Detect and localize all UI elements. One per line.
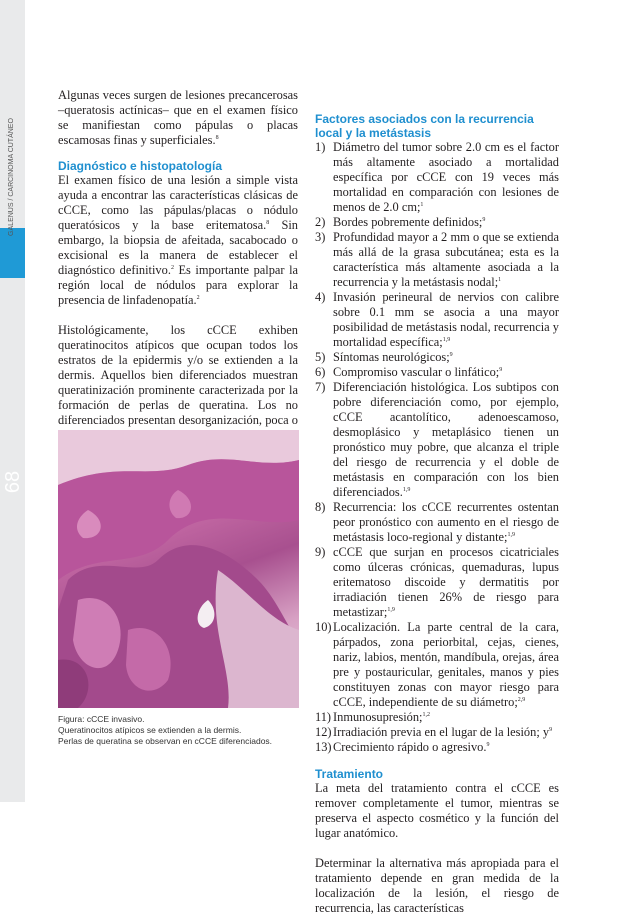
histology-paragraph: Histológicamente, los cCCE exhiben queratinocitos atípicos que ocupan todos los estratos de la epidermis y/o se extienden a la dermis. Aquellos bien diferenciados muestran queratinización prominente caracterizada por la formación de perlas de queratina. Los no diferenciados presentan desorganización, poca o [58, 323, 298, 427]
risk-factor-list [315, 140, 559, 755]
left-column [58, 88, 298, 458]
caption-line: Queratinocitos atípicos se extienden a la dermis. [58, 725, 242, 735]
list-item: 12) Irradiación previa en el lugar de la lesión; $y^9$ [315, 725, 553, 739]
list-item: 3) Profundidad mayor a 2 mm o que se extienda más allá de la grasa subcutánea; esta es la característica más altamente asociada a la recurrencia y la metástasis nodal;$^1$ [315, 230, 559, 289]
caption-line: Figura: cCCE invasivo. [58, 714, 145, 724]
figure-caption [58, 714, 318, 747]
list-item: 5) Síntomas neurológicos;$^9$ [315, 350, 453, 364]
list-item: 6) Compromiso vascular o linfático;$^9$ [315, 365, 503, 379]
treatment-paragraph-1: La meta del tratamiento contra el cCCE es remover completamente el tumor, mientras se preserva el aspecto cosmético y la función del lugar anatómico. [315, 781, 559, 840]
list-item: 11) Inmunosupresión;$^{1,2}$ [315, 710, 430, 724]
list-item: 13) Crecimiento rápido o agresivo.$^9$ [315, 740, 490, 754]
section-title-factores: Factores asociados con la recurrencia local y la metástasis [315, 112, 534, 140]
list-item: 10) Localización. La parte central de la cara, párpados, zona periorbital, cejas, cienes, nariz, labios, mentón, mandíbula, orejas, área pre y postauricular, genitales, manos y pies constituyen zonas con mayor riesgo para cCCE, independiente de su diámetro;$^{2,9}$ [315, 620, 559, 709]
list-item: 7) Diferenciación histológica. Los subtipos con pobre diferenciación como, por ejemplo, cCCE acantolítico, adenoescamoso, desmoplásico y metaplásico tienen un pronóstico muy pobre, que alcanza el triple del riesgo de recurrencia y el doble de metástasis en comparación con los bien diferenciados.$^{1,9}$ [315, 380, 559, 499]
histology-figure [58, 430, 299, 708]
histology-image [58, 430, 299, 708]
right-column [315, 112, 559, 916]
list-item: 8) Recurrencia: los cCCE recurrentes ostentan peor pronóstico con aumento en el riesgo de metástasis loco-regional y distante;$^{1,9}$ [315, 500, 559, 544]
treatment-paragraph-2: Determinar la alternativa más apropiada para el tratamiento depende en gran medida de la localización de la lesión, el riesgo de recurrencia, las características [315, 856, 559, 915]
diagnosis-paragraph: El examen físico de una lesión a simple vista ayuda a encontrar las características clásicas de cCCE, como las pápulas/placas o nódulo queratósicos y la base eritematosa.$^8$ Sin embargo, la biopsia de afeitada, sacabocado o excisional es la manera de establecer el diagnóstico definitivo.$^2$ Es importante palpar la región local de nódulos para explorar la presencia de linfadenopatía.$^2$ [58, 173, 299, 307]
intro-paragraph: Algunas veces surgen de lesiones precancerosas –queratosis actínicas– que en el examen físico se manifiestan como pápulas o placas escamosas finas y superficiales.$^8$ [58, 88, 298, 147]
section-title-diagnostico: Diagnóstico e histopatología [58, 159, 223, 173]
list-item: 1) Diámetro del tumor sobre 2.0 cm es el factor más altamente asociado a mortalidad específica por cCCE con 19 veces más mortalidad en comparación con lesiones de menos de 2.0 cm;$^1$ [315, 140, 559, 214]
section-title-tratamiento: Tratamiento [315, 767, 384, 781]
page-number: 68 [2, 470, 24, 494]
list-item: 4) Invasión perineural de nervios con calibre sobre 0.1 mm se asocia a una mayor posibilidad de metástasis nodal, recurrencia y mortalidad específica;$^{1,9}$ [315, 290, 559, 349]
caption-line: Perlas de queratina se observan en cCCE diferenciados. [58, 736, 273, 746]
running-head: GALENUS / CARCINOMA CUTÁNEO [8, 118, 15, 236]
list-item: 2) Bordes pobremente definidos;$^9$ [315, 215, 486, 229]
list-item: 9) cCCE que surjan en procesos cicatriciales como úlceras crónicas, quemaduras, lupus eritematoso discoide y dermatitis por irradiación tienen 26% de riesgo para metastizar;$^{1,9}$ [315, 545, 559, 619]
